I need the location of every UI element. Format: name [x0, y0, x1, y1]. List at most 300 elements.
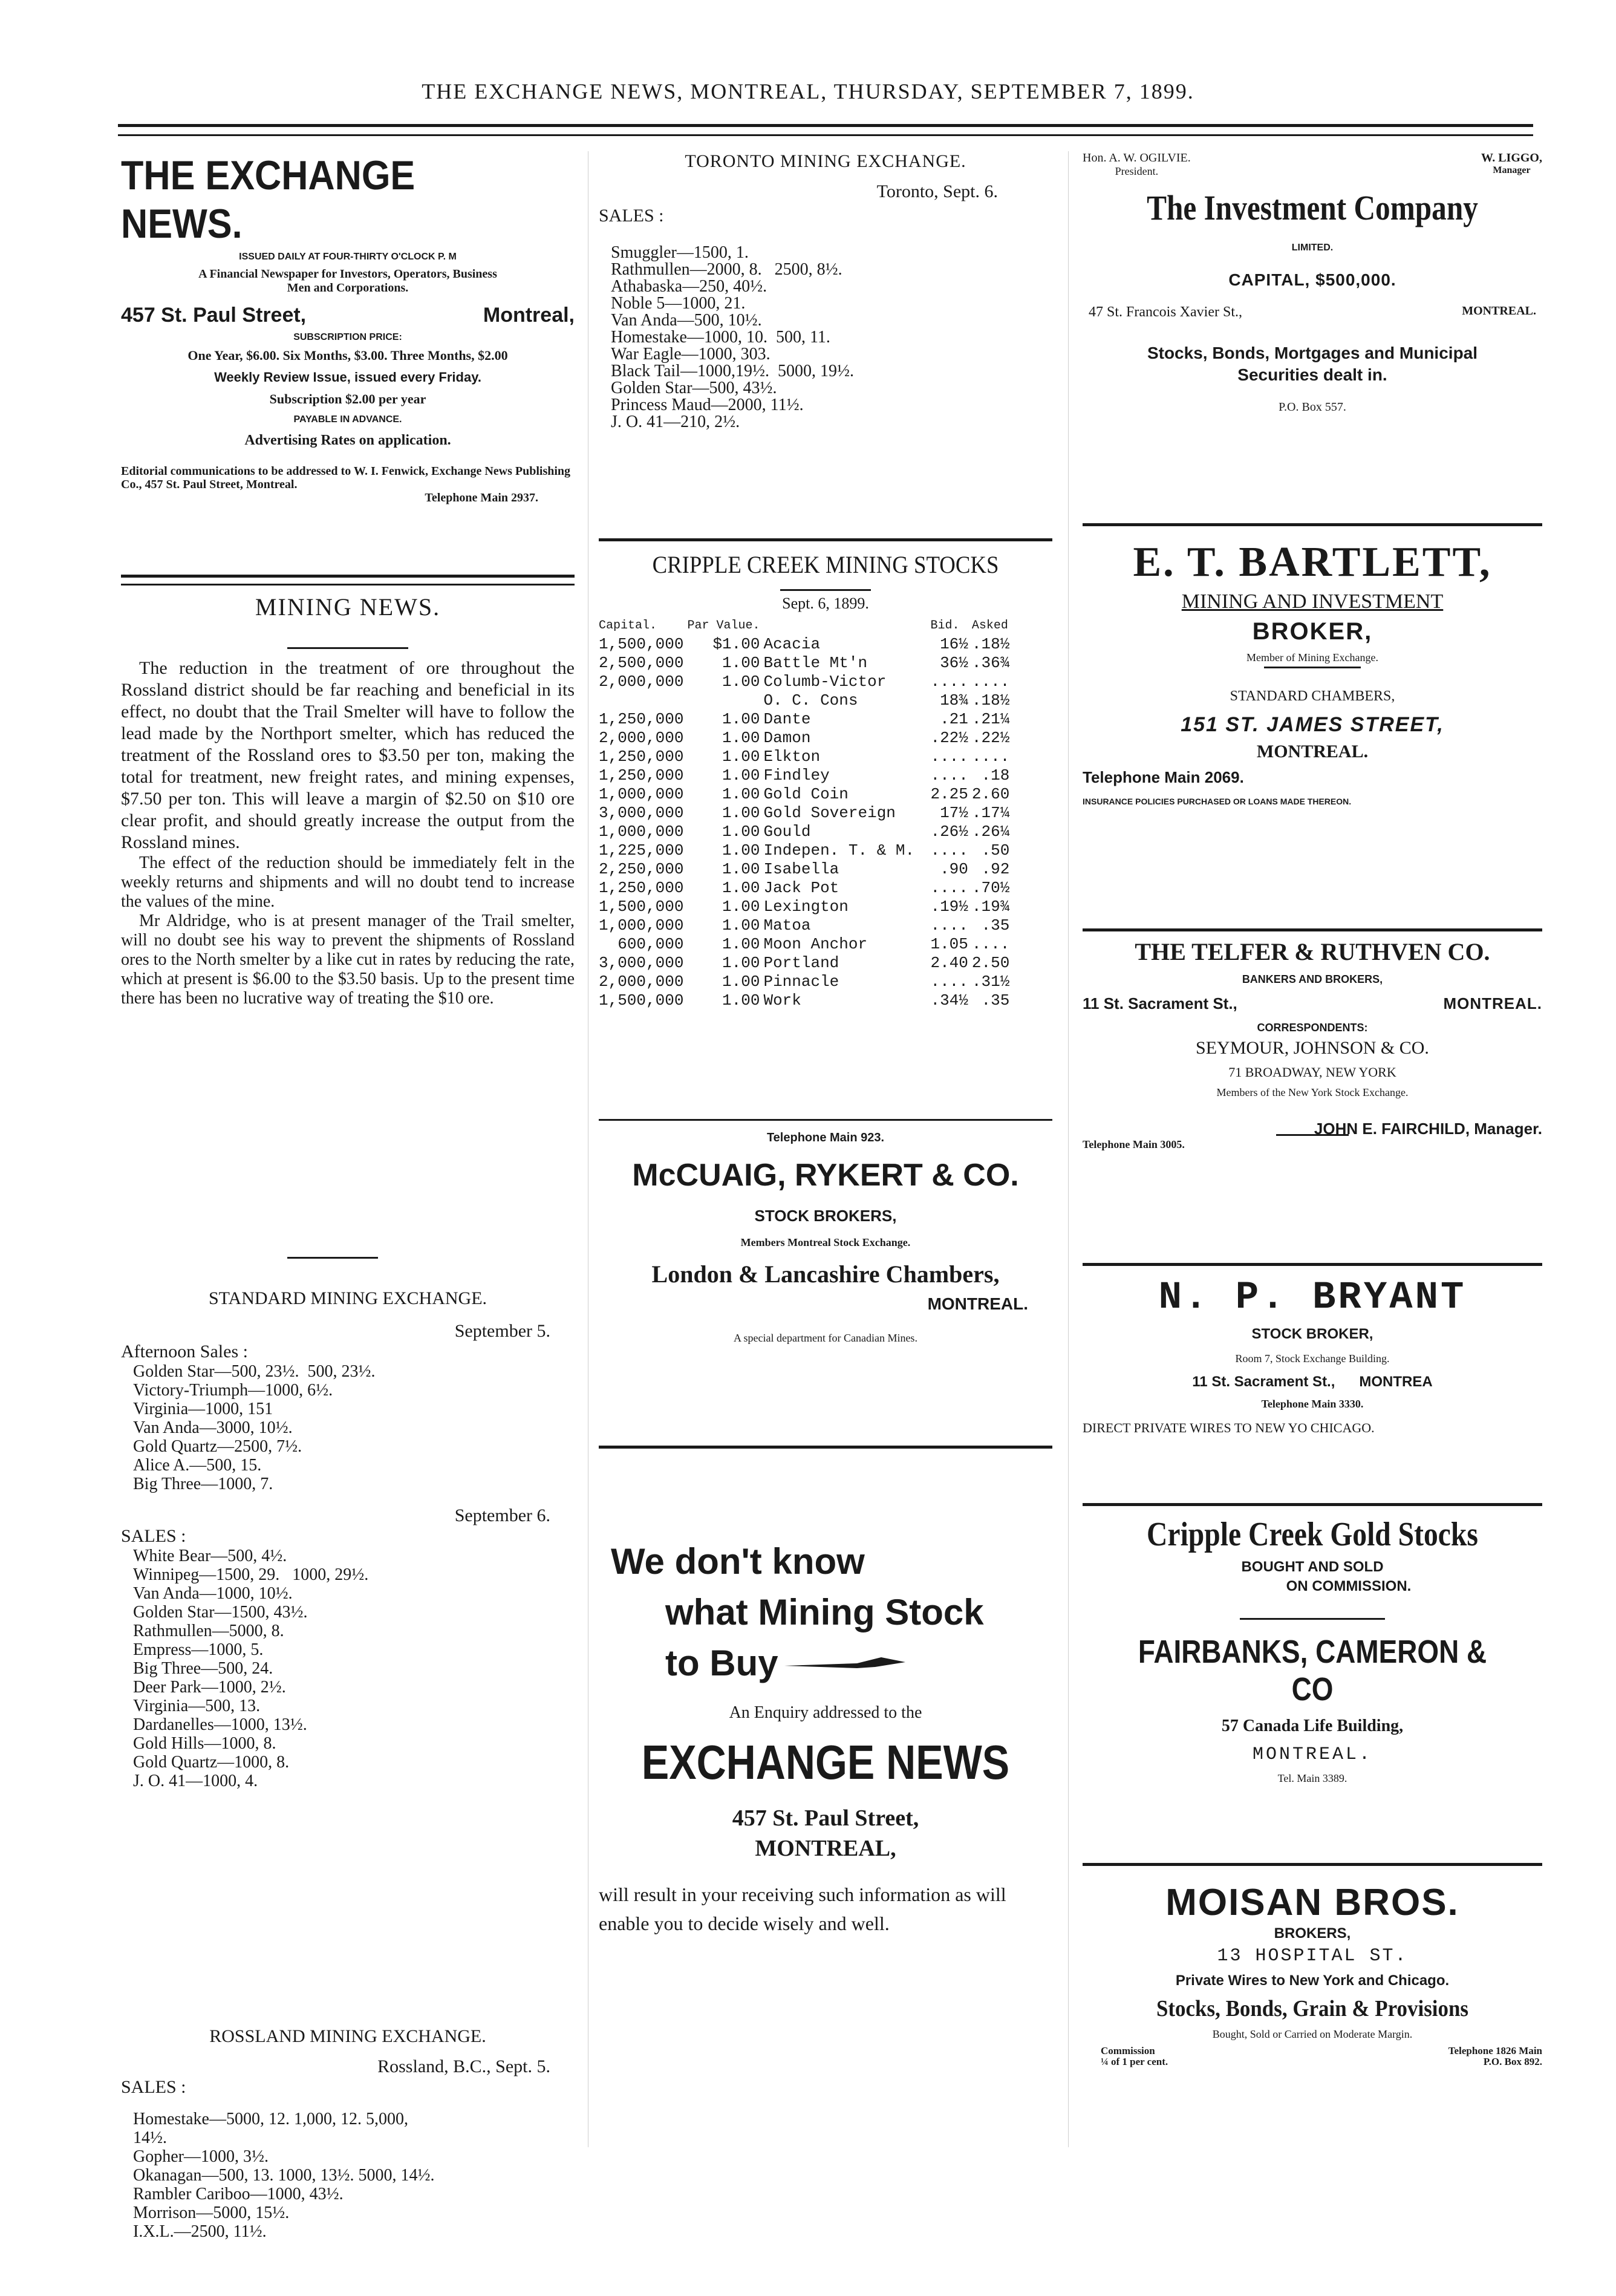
- manager-name: W. LIGGO,: [1481, 151, 1542, 165]
- sale-line: Virginia—1000, 151: [133, 1400, 273, 1418]
- table-cell: .18½: [971, 635, 1010, 653]
- mccuaig-name: McCUAIG, RYKERT & CO.: [632, 1158, 1019, 1193]
- mining-news-para-2: The effect of the reduction should be immediately felt in the weekly returns and shipments and will no doubt tend to increase the values of the mine.: [121, 853, 575, 911]
- cripple-date: Sept. 6, 1899.: [782, 595, 869, 612]
- toronto-sales-label: SALES :: [599, 206, 664, 226]
- moisan-name: MOISAN BROS.: [1165, 1882, 1459, 1923]
- cripple-gold-ad: [1083, 1515, 1542, 1595]
- table-cell: 1.00: [722, 785, 760, 803]
- sale-line: White Bear—500, 4½.: [133, 1547, 287, 1565]
- masthead-rule-2: [118, 134, 1533, 136]
- investment-limited: LIMITED.: [1291, 243, 1334, 253]
- exchange-desc-2: Men and Corporations.: [287, 281, 409, 295]
- table-cell: Portland: [763, 954, 839, 972]
- cripple-stocks-table: [599, 616, 1013, 1010]
- table-cell: ....: [930, 916, 968, 934]
- standard-date-1: September 5.: [454, 1321, 550, 1341]
- table-cell: 1.00: [722, 729, 760, 747]
- table-cell: 1.00: [722, 879, 760, 897]
- standard-afternoon: Afternoon Sales :: [121, 1342, 248, 1362]
- table-cell: Lexington: [763, 898, 849, 916]
- table-cell: 1.00: [722, 823, 760, 841]
- table-cell: .19½: [930, 898, 968, 916]
- table-cell: Damon: [763, 729, 811, 747]
- table-cell: ....: [971, 935, 1010, 953]
- table-cell: Gold Sovereign: [763, 804, 896, 822]
- fairbanks-ad: [1083, 1633, 1542, 1785]
- ad-enquiry: An Enquiry addressed to the: [729, 1703, 922, 1722]
- mining-news-body: [121, 657, 575, 1008]
- table-cell: Battle Mt'n: [763, 654, 868, 672]
- masthead-rule: [118, 124, 1533, 127]
- moisan-margin: Bought, Sold or Carried on Moderate Margin.: [1212, 2028, 1413, 2040]
- table-cell: .26½: [930, 823, 968, 841]
- bryant-phone: Telephone Main 3330.: [1261, 1398, 1364, 1410]
- standard-sales-2: [121, 1547, 575, 1790]
- sale-line: Rathmullen—2000, 8. 2500, 8½.: [611, 260, 842, 279]
- table-cell: 3,000,000: [599, 954, 684, 972]
- investment-address: 47 St. Francois Xavier St.,: [1089, 304, 1242, 320]
- table-cell: .19¾: [971, 898, 1010, 916]
- bartlett-phone: Telephone Main 2069.: [1083, 768, 1244, 786]
- table-cell: 1,250,000: [599, 748, 684, 766]
- table-cell: 2.25: [930, 785, 968, 803]
- bryant-wires: DIRECT PRIVATE WIRES TO NEW YO CHICAGO.: [1083, 1420, 1375, 1435]
- investment-po: P.O. Box 557.: [1279, 400, 1346, 414]
- rule-c3-f: [1083, 1863, 1542, 1866]
- rule-c3-e: [1240, 1618, 1385, 1620]
- rule-bartlett: [1264, 667, 1361, 668]
- rule-c3-d: [1083, 1503, 1542, 1506]
- mccuaig-members: Members Montreal Stock Exchange.: [740, 1236, 911, 1248]
- table-row: [599, 823, 1013, 841]
- exchange-telephone: Telephone Main 2937.: [425, 491, 538, 504]
- advertising: Advertising Rates on application.: [244, 432, 451, 448]
- table-cell: 16½: [940, 635, 968, 653]
- table-cell: 17½: [940, 804, 968, 822]
- payable: PAYABLE IN ADVANCE.: [293, 414, 402, 425]
- rule-c3-b: [1083, 928, 1542, 931]
- bartlett-name: E. T. BARTLETT,: [1133, 539, 1492, 585]
- mccuaig-type: STOCK BROKERS,: [754, 1207, 897, 1225]
- investment-capital: CAPITAL, $500,000.: [1228, 270, 1396, 289]
- table-cell: $1.00: [712, 635, 760, 653]
- moisan-address: 13 HOSPITAL ST.: [1217, 1946, 1408, 1966]
- column-3: [1083, 151, 1542, 2067]
- bryant-address: 11 St. Sacrament St.,: [1192, 1374, 1335, 1390]
- rule-c2-c: [599, 1446, 1052, 1449]
- cripple-ad-l2: ON COMMISSION.: [1286, 1578, 1412, 1594]
- weekly-sub: Subscription $2.00 per year: [269, 391, 426, 406]
- toronto-sales: [599, 244, 1052, 431]
- exchange-address: 457 St. Paul Street,: [121, 304, 307, 327]
- president-title: President.: [1115, 165, 1159, 177]
- ad-address: 457 St. Paul Street,: [732, 1805, 919, 1831]
- mining-news-para-1: The reduction in the treatment of ore throughout the Rossland district should be far reaching and beneficial in its effect, no doubt that the Trail Smelter will have to follow the lead made by the Northport smelter, which has reduced the treatment of the Rossland ores to $3.50 per ton, making the total for treatment, new freight rates, and mining expenses, $7.50 per ton. This will leave a margin of $2.50 on $10 ore clear profit, and should greatly increase the output from the Rossland mines.: [121, 658, 575, 852]
- sale-line: Winnipeg—1500, 29. 1000, 29½.: [133, 1565, 369, 1584]
- sale-line: Empress—1000, 5.: [133, 1640, 264, 1659]
- rule-c3-c: [1083, 1263, 1542, 1266]
- telfer-ny: 71 BROADWAY, NEW YORK: [1228, 1065, 1396, 1080]
- toronto-section: [599, 151, 1052, 431]
- mccuaig-phone: Telephone Main 923.: [766, 1131, 885, 1144]
- table-cell: 1.00: [722, 710, 760, 728]
- table-cell: .35: [981, 991, 1010, 1009]
- table-cell: .26¼: [971, 823, 1010, 841]
- table-cell: Isabella: [763, 860, 839, 878]
- sale-line: Homestake—1000, 10. 500, 11.: [611, 328, 830, 347]
- table-header-cell: [763, 616, 930, 635]
- bryant-address-row: [1083, 1374, 1542, 1391]
- table-row: [599, 935, 1013, 954]
- exchange-desc-1: A Financial Newspaper for Investors, Operators, Business: [198, 267, 497, 281]
- bartlett-city: MONTREAL.: [1256, 742, 1369, 762]
- table-cell: 1.00: [722, 673, 760, 691]
- bartlett-insurance: INSURANCE POLICIES PURCHASED OR LOANS MADE THEREON.: [1083, 797, 1352, 806]
- table-cell: 1.00: [722, 748, 760, 766]
- mccuaig-chambers: London & Lancashire Chambers,: [651, 1261, 1000, 1288]
- rule-c2-a: [599, 538, 1052, 541]
- table-cell: Work: [763, 991, 801, 1009]
- pointing-arrow-icon: [784, 1651, 905, 1675]
- telfer-address-row: [1083, 994, 1542, 1013]
- rule-telfer: [1276, 1134, 1349, 1136]
- exchange-news-box: [121, 151, 575, 505]
- table-row: [599, 673, 1013, 691]
- rossland-title: ROSSLAND MINING EXCHANGE.: [209, 2026, 486, 2046]
- table-cell: .21¼: [971, 710, 1010, 728]
- moisan-wires: Private Wires to New York and Chicago.: [1175, 1972, 1450, 1989]
- table-cell: 1,250,000: [599, 766, 684, 784]
- moisan-phone-2: P.O. Box 892.: [1483, 2056, 1542, 2067]
- table-row: [599, 916, 1013, 935]
- mining-news-section: [121, 593, 575, 1008]
- sale-line: Alice A.—500, 15.: [133, 1456, 262, 1475]
- sale-line: Victory-Triumph—1000, 6½.: [133, 1381, 333, 1400]
- table-cell: 1.00: [722, 766, 760, 784]
- table-cell: Findley: [763, 766, 830, 784]
- rossland-date: Rossland, B.C., Sept. 5.: [377, 2056, 550, 2076]
- manager-title: Manager: [1493, 165, 1531, 175]
- table-cell: 1,000,000: [599, 785, 684, 803]
- masthead: THE EXCHANGE NEWS, MONTREAL, THURSDAY, SEPTEMBER 7, 1899.: [422, 79, 1194, 103]
- table-cell: .17¼: [971, 804, 1010, 822]
- rossland-exchange-section: [121, 2026, 575, 2241]
- table-cell: O. C. Cons: [763, 691, 858, 709]
- table-cell: 2.50: [971, 954, 1010, 972]
- table-cell: .22½: [971, 729, 1010, 747]
- sale-line: Okanagan—500, 13. 1000, 13½. 5000, 14½.: [133, 2166, 435, 2185]
- standard-sales-label: SALES :: [121, 1526, 186, 1546]
- cripple-ad-l1: BOUGHT AND SOLD: [1241, 1559, 1384, 1575]
- table-cell: 1,250,000: [599, 879, 684, 897]
- table-row: [599, 748, 1013, 766]
- column-divider-2: [1068, 151, 1069, 2147]
- standard-sales-1: [121, 1362, 575, 1493]
- rule-c2-b: [599, 1119, 1052, 1121]
- rule-mining: [287, 647, 408, 649]
- table-cell: 2.60: [971, 785, 1010, 803]
- table-row: [599, 841, 1013, 860]
- fairbanks-city: MONTREAL.: [1252, 1744, 1373, 1765]
- column-1: [121, 151, 575, 2241]
- investment-name: The Investment Company: [1147, 188, 1478, 227]
- toronto-title: TORONTO MINING EXCHANGE.: [685, 151, 966, 171]
- telfer-city: MONTREAL.: [1443, 994, 1542, 1013]
- telfer-phone: Telephone Main 3005.: [1083, 1138, 1185, 1150]
- telfer-corr: CORRESPONDENTS:: [1257, 1022, 1368, 1034]
- telfer-address: 11 St. Sacrament St.,: [1083, 994, 1237, 1013]
- table-cell: 2,250,000: [599, 860, 684, 878]
- bryant-city: MONTREA: [1359, 1374, 1433, 1390]
- table-cell: 1,500,000: [599, 991, 684, 1009]
- exchange-news-title: THE EXCHANGE NEWS.: [121, 152, 415, 247]
- mccuaig-city: MONTREAL.: [927, 1294, 1028, 1313]
- moisan-footer: [1083, 2046, 1542, 2067]
- toronto-date: Toronto, Sept. 6.: [876, 181, 998, 201]
- sale-line: Athabaska—250, 40½.: [611, 277, 767, 296]
- column-2: [599, 151, 1052, 1934]
- table-row: [599, 635, 1013, 654]
- mining-news-title: MINING NEWS.: [255, 593, 441, 621]
- ad-body: will result in your receiving such information as will enable you to decide wisely and well.: [599, 1883, 1006, 1934]
- sale-line: Golden Star—500, 43½.: [611, 379, 777, 397]
- table-cell: ....: [971, 673, 1010, 691]
- rule-c1-b: [121, 584, 575, 585]
- table-cell: Indepen. T. & M.: [763, 841, 915, 859]
- table-cell: 1.00: [722, 898, 760, 916]
- ad-line-1: We don't know: [611, 1541, 865, 1582]
- bartlett-sub: MINING AND INVESTMENT: [1181, 590, 1444, 613]
- investment-company-ad: [1083, 151, 1542, 414]
- table-cell: .50: [981, 841, 1010, 859]
- bartlett-member: Member of Mining Exchange.: [1246, 651, 1378, 664]
- sale-line: Princess Maud—2000, 11½.: [611, 396, 804, 414]
- table-cell: 3,000,000: [599, 804, 684, 822]
- table-cell: 1,500,000: [599, 898, 684, 916]
- telfer-firm: SEYMOUR, JOHNSON & CO.: [1196, 1038, 1429, 1058]
- table-cell: Moon Anchor: [763, 935, 868, 953]
- exchange-address-row: [121, 304, 575, 327]
- table-cell: 1.00: [722, 860, 760, 878]
- telfer-sub: BANKERS AND BROKERS,: [1242, 973, 1383, 985]
- table-cell: 1.00: [722, 841, 760, 859]
- sale-line: Van Anda—1000, 10½.: [133, 1584, 293, 1603]
- sale-line: Smuggler—1500, 1.: [611, 243, 749, 262]
- sale-line: J. O. 41—1000, 4.: [133, 1772, 258, 1790]
- table-cell: ....: [930, 973, 968, 991]
- moisan-commission-2: ¼ of 1 per cent.: [1101, 2056, 1168, 2067]
- table-cell: 600,000: [617, 935, 684, 953]
- ad-exchange-news: EXCHANGE NEWS: [641, 1735, 1010, 1789]
- table-cell: 1.00: [722, 654, 760, 672]
- sale-line: Black Tail—1000,19½. 5000, 19½.: [611, 362, 854, 380]
- bryant-name: N. P. BRYANT: [1158, 1276, 1467, 1320]
- table-cell: 18¾: [940, 691, 968, 709]
- sale-line: Golden Star—500, 23½. 500, 23½.: [133, 1362, 376, 1381]
- table-header-row: [599, 616, 1013, 635]
- moisan-type: BROKERS,: [1274, 1925, 1351, 1942]
- sale-line: Rambler Cariboo—1000, 43½.: [133, 2185, 344, 2203]
- standard-exchange-section: [121, 1288, 575, 1790]
- table-row: [599, 973, 1013, 991]
- table-cell: .70½: [971, 879, 1010, 897]
- sale-line: Deer Park—1000, 2½.: [133, 1678, 286, 1697]
- table-header-cell: Par Value.: [687, 619, 760, 633]
- bartlett-broker: BROKER,: [1252, 618, 1373, 645]
- sale-line: Rathmullen—5000, 8.: [133, 1622, 284, 1640]
- investment-officers: [1083, 151, 1542, 178]
- table-cell: Gold Coin: [763, 785, 849, 803]
- ad-city: MONTREAL,: [755, 1836, 896, 1861]
- telfer-manager: JOHN E. FAIRCHILD, Manager.: [1314, 1120, 1542, 1138]
- table-cell: Pinnacle: [763, 973, 839, 991]
- moisan-commission-1: Commission: [1101, 2045, 1155, 2056]
- cripple-creek-section: [599, 550, 1052, 1010]
- sale-line: Homestake—5000, 12. 1,000, 12. 5,000,: [133, 2110, 408, 2128]
- table-row: [599, 898, 1013, 916]
- table-cell: 1.00: [722, 991, 760, 1009]
- table-cell: 2,000,000: [599, 729, 684, 747]
- table-cell: 36½: [940, 654, 968, 672]
- sale-line: Gold Hills—1000, 8.: [133, 1734, 276, 1753]
- table-cell: 1.00: [722, 935, 760, 953]
- sale-line: J. O. 41—210, 2½.: [611, 413, 740, 431]
- rule-standard: [287, 1257, 378, 1259]
- exchange-city: Montreal,: [483, 304, 575, 327]
- mining-stock-ad: [599, 1536, 1052, 1938]
- telfer-name: THE TELFER & RUTHVEN CO.: [1135, 938, 1490, 965]
- bartlett-street: 151 ST. JAMES STREET,: [1181, 713, 1444, 736]
- rule-cripple: [780, 589, 871, 591]
- table-cell: [687, 691, 763, 710]
- moisan-phone-1: Telephone 1826 Main: [1448, 2045, 1542, 2056]
- table-cell: Gould: [763, 823, 811, 841]
- bryant-room: Room 7, Stock Exchange Building.: [1235, 1352, 1390, 1365]
- fairbanks-address: 57 Canada Life Building,: [1221, 1717, 1404, 1735]
- table-cell: 2,000,000: [599, 973, 684, 991]
- bartlett-ad: [1083, 538, 1542, 806]
- sale-line: Gold Quartz—2500, 7½.: [133, 1437, 302, 1456]
- moisan-deals: Stocks, Bonds, Grain & Provisions: [1156, 1996, 1469, 2021]
- table-cell: Dante: [763, 710, 811, 728]
- table-cell: .35: [981, 916, 1010, 934]
- sale-line: Virginia—500, 13.: [133, 1697, 261, 1715]
- table-header-cell: Asked: [971, 619, 1008, 633]
- table-header-cell: Capital.: [599, 619, 657, 633]
- table-cell: .90: [940, 860, 968, 878]
- table-row: [599, 766, 1013, 785]
- bryant-ad: [1083, 1276, 1542, 1436]
- mining-news-para-3: Mr Aldridge, who is at present manager of the Trail smelter, will no doubt see his way to prevent the shipments of Rossland ores to the North smelter by a like cut in rates by reducing the rate, which at present is $6.00 to the $3.50 basis. Up to the present time there has been no lucrative way of treating the $10 ore.: [121, 912, 575, 1008]
- table-cell: 2.40: [930, 954, 968, 972]
- table-header-cell: Bid.: [930, 619, 960, 633]
- weekly-issue: Weekly Review Issue, issued every Friday.: [214, 370, 481, 385]
- sale-line: Golden Star—1500, 43½.: [133, 1603, 308, 1622]
- table-cell: ....: [930, 673, 968, 691]
- ad-line-3: to Buy: [665, 1643, 778, 1683]
- table-row: [599, 654, 1013, 673]
- rossland-sales-label: SALES :: [121, 2077, 186, 2097]
- bartlett-chambers: STANDARD CHAMBERS,: [1230, 688, 1395, 704]
- table-cell: .34½: [930, 991, 968, 1009]
- ad-line-3-row: [599, 1638, 1052, 1689]
- table-cell: 1,000,000: [599, 823, 684, 841]
- table-cell: ....: [971, 748, 1010, 766]
- telfer-members: Members of the New York Stock Exchange.: [1216, 1086, 1409, 1098]
- table-cell: .92: [981, 860, 1010, 878]
- fairbanks-tel: Tel. Main 3389.: [1277, 1772, 1347, 1784]
- investment-address-row: [1083, 304, 1542, 321]
- table-cell: 1,250,000: [599, 710, 684, 728]
- table-row: [599, 729, 1013, 748]
- table-cell: Acacia: [763, 635, 821, 653]
- mccuaig-special: A special department for Canadian Mines.: [734, 1332, 917, 1344]
- investment-deals: Stocks, Bonds, Mortgages and Municipal Securities dealt in.: [1147, 344, 1478, 384]
- table-cell: 1.00: [722, 804, 760, 822]
- standard-date-2: September 6.: [454, 1505, 550, 1525]
- sale-line: Gopher—1000, 3½.: [133, 2147, 269, 2166]
- table-row: [599, 954, 1013, 973]
- sale-line: Van Anda—3000, 10½.: [133, 1418, 293, 1437]
- table-cell: ....: [930, 748, 968, 766]
- table-cell: [599, 691, 687, 710]
- bryant-type: STOCK BROKER,: [1251, 1326, 1373, 1342]
- table-cell: 1,225,000: [599, 841, 684, 859]
- table-cell: Jack Pot: [763, 879, 839, 897]
- sale-line: I.X.L.—2500, 11½.: [133, 2222, 267, 2241]
- sale-line: Morrison—5000, 15½.: [133, 2203, 290, 2222]
- sale-line: War Eagle—1000, 303.: [611, 345, 771, 364]
- sale-line: 14½.: [133, 2128, 167, 2147]
- table-cell: 1.00: [722, 973, 760, 991]
- table-row: [599, 691, 1013, 710]
- moisan-ad: [1083, 1881, 1542, 2067]
- table-row: [599, 804, 1013, 823]
- president-name: Hon. A. W. OGILVIE.: [1083, 151, 1191, 165]
- table-row: [599, 860, 1013, 879]
- table-cell: .21: [940, 710, 968, 728]
- table-cell: Elkton: [763, 748, 821, 766]
- sub-price-label: SUBSCRIPTION PRICE:: [293, 332, 402, 342]
- mccuaig-ad: [599, 1131, 1052, 1345]
- table-cell: Columb-Victor: [763, 673, 887, 691]
- investment-city: MONTREAL.: [1462, 304, 1536, 318]
- table-row: [599, 710, 1013, 729]
- table-cell: 1,000,000: [599, 916, 684, 934]
- sale-line: Noble 5—1000, 21.: [611, 294, 746, 313]
- table-cell: ....: [930, 879, 968, 897]
- table-cell: 1,500,000: [599, 635, 684, 653]
- fairbanks-name: FAIRBANKS, CAMERON & CO: [1138, 1634, 1487, 1707]
- sub-prices: One Year, $6.00. Six Months, $3.00. Three Months, $2.00: [187, 348, 508, 363]
- table-cell: Matoa: [763, 916, 811, 934]
- table-cell: 2,000,000: [599, 673, 684, 691]
- rule-c3-a: [1083, 523, 1542, 526]
- table-cell: .22½: [930, 729, 968, 747]
- table-cell: 1.00: [722, 916, 760, 934]
- standard-title: STANDARD MINING EXCHANGE.: [208, 1288, 487, 1308]
- rossland-sales: [121, 2110, 575, 2241]
- table-cell: .18: [981, 766, 1010, 784]
- table-cell: .31½: [971, 973, 1010, 991]
- sale-line: Van Anda—500, 10½.: [611, 311, 762, 330]
- sale-line: Big Three—500, 24.: [133, 1659, 273, 1678]
- table-cell: 1.00: [722, 954, 760, 972]
- rule-c1-a: [121, 575, 575, 578]
- table-row: [599, 879, 1013, 898]
- ad-line-2: what Mining Stock: [665, 1592, 984, 1632]
